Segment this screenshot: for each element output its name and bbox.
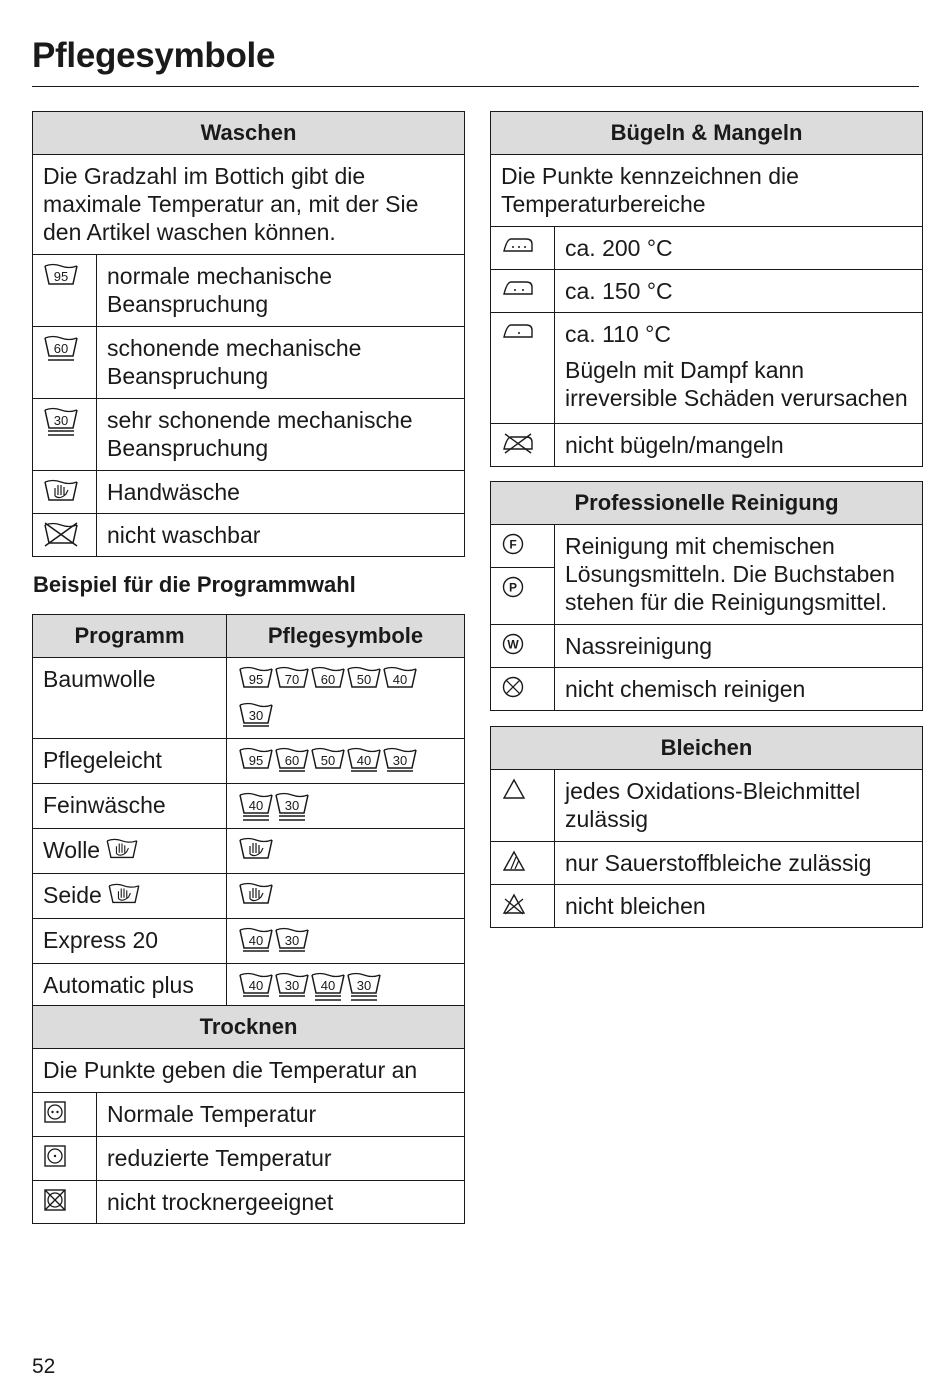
- wash-temperature-icon: [275, 792, 309, 822]
- wash-temperature-value: 40: [248, 933, 264, 948]
- programm-name: Wolle: [43, 837, 101, 863]
- do-not-iron-icon: [491, 424, 555, 467]
- bleichen-row-text: nicht bleichen: [555, 885, 923, 928]
- programm-symbols: [227, 658, 465, 739]
- svg-text:60: 60: [53, 341, 69, 356]
- wash-temperature-icon: [275, 927, 309, 957]
- buegeln-intro: Die Punkte kennzeichnen die Temperaturbereiche: [491, 155, 923, 227]
- wash-temperature-icon: [311, 972, 345, 1002]
- wash-temperature-icon: [239, 747, 273, 777]
- wash-temperature-value: 30: [284, 978, 300, 993]
- trocknen-row-text: reduzierte Temperatur: [97, 1137, 465, 1181]
- programm-wolle-cell: [33, 829, 227, 874]
- waschen-header: Waschen: [33, 112, 465, 155]
- wash-temperature-icon: [383, 666, 417, 696]
- wash-temperature-icon: [275, 747, 309, 777]
- wash-temperature-icon: [311, 747, 345, 777]
- programm-name: Feinwäsche: [33, 784, 227, 829]
- wash-temperature-icon: [239, 702, 273, 732]
- reinigung-w-text: Nassreinigung: [555, 625, 923, 668]
- wash-temperature-value: 95: [248, 672, 264, 687]
- buegeln-row-text: ca. 150 °C: [555, 270, 923, 313]
- wash-temperature-value: 95: [248, 753, 264, 768]
- dry-clean-p-letter: P: [508, 580, 518, 595]
- waschen-row-text: nicht waschbar: [97, 514, 465, 557]
- wash-temperature-value: 40: [320, 978, 336, 993]
- waschen-intro: Die Gradzahl im Bottich gibt die maximale Temperatur an, mit der Sie den Artikel waschen können.: [33, 155, 465, 255]
- wash-temperature-value: 30: [284, 933, 300, 948]
- tumble-dry-reduced-icon: [33, 1137, 97, 1181]
- do-not-tumble-dry-icon: [33, 1181, 97, 1224]
- trocknen-row-text: Normale Temperatur: [97, 1093, 465, 1137]
- programmwahl-table: [32, 614, 465, 1009]
- hand-wash-icon: [239, 837, 273, 867]
- programm-symbols: [227, 964, 465, 1009]
- wash-temperature-icon: [347, 972, 381, 1002]
- iron-two-dots-icon: [491, 270, 555, 313]
- bleichen-header: Bleichen: [491, 727, 923, 770]
- page-title: Pflegesymbole: [32, 36, 276, 75]
- col-pflegesymbole: Pflegesymbole: [227, 615, 465, 658]
- wash-30-very-gentle-icon: [33, 399, 97, 471]
- programm-name: Pflegeleicht: [33, 739, 227, 784]
- buegeln-row-text: nicht bügeln/mangeln: [555, 424, 923, 467]
- programm-name: Seide: [43, 882, 102, 908]
- waschen-table: [32, 111, 465, 557]
- wash-temperature-value: 30: [392, 753, 408, 768]
- buegeln-table: [490, 111, 923, 467]
- bleichen-row-text: jedes Oxidations-Bleichmittel zulässig: [555, 770, 923, 842]
- wash-temperature-icon: [239, 927, 273, 957]
- wash-temperature-value: 50: [320, 753, 336, 768]
- buegeln-row-cell: [555, 313, 923, 424]
- programm-symbols: [227, 829, 465, 874]
- page-number: 52: [32, 1355, 56, 1378]
- dry-clean-p-icon: [491, 568, 555, 625]
- wash-temperature-icon: [275, 666, 309, 696]
- programm-symbols: [227, 739, 465, 784]
- wash-temperature-icon: [239, 972, 273, 1002]
- wet-clean-w-letter: W: [507, 637, 519, 652]
- bleach-any-icon: [491, 770, 555, 842]
- bleichen-row-text: nur Sauerstoffbleiche zulässig: [555, 842, 923, 885]
- wash-temperature-value: 30: [248, 708, 264, 723]
- reinigung-fp-text: Reinigung mit chemischen Lösungsmitteln. Die Buchstaben stehen für die Reinigungsmittel.: [555, 525, 923, 625]
- do-not-wash-icon: [33, 514, 97, 557]
- wash-95-icon: [33, 255, 97, 327]
- reinigung-header: Professionelle Reinigung: [491, 482, 923, 525]
- wash-temperature-icon: [347, 747, 381, 777]
- programm-seide-cell: [33, 874, 227, 919]
- bleach-oxygen-only-icon: [491, 842, 555, 885]
- trocknen-row-text: nicht trocknergeeignet: [97, 1181, 465, 1224]
- programm-symbols: [227, 919, 465, 964]
- wash-temperature-icon: [239, 792, 273, 822]
- wash-temperature-icon: [383, 747, 417, 777]
- buegeln-steam-note: Bügeln mit Dampf kann irreversible Schäden verursachen: [565, 357, 908, 411]
- trocknen-header: Trocknen: [33, 1006, 465, 1049]
- trocknen-intro: Die Punkte geben die Temperatur an: [33, 1049, 465, 1093]
- bleichen-table: [490, 726, 923, 928]
- reinigung-table: [490, 481, 923, 711]
- hand-wash-icon: [239, 882, 273, 912]
- wet-clean-w-icon: [491, 625, 555, 668]
- col-programm: Programm: [33, 615, 227, 658]
- tumble-dry-normal-icon: [33, 1093, 97, 1137]
- hand-wash-icon: [33, 471, 97, 514]
- wash-temperature-icon: [275, 972, 309, 1002]
- dry-clean-f-letter: F: [509, 537, 517, 552]
- do-not-dry-clean-icon: [491, 668, 555, 711]
- wash-temperature-value: 60: [320, 672, 336, 687]
- programm-symbols: [227, 874, 465, 919]
- waschen-row-text: normale mechanische Beanspruchung: [97, 255, 465, 327]
- hand-wash-icon: [108, 883, 140, 907]
- waschen-row-text: Handwäsche: [97, 471, 465, 514]
- programmwahl-heading: Beispiel für die Programmwahl: [33, 572, 356, 597]
- wash-temperature-value: 60: [284, 753, 300, 768]
- wash-temperature-icon: [311, 666, 345, 696]
- wash-temperature-value: 70: [284, 672, 300, 687]
- title-divider: [32, 86, 919, 87]
- reinigung-no-text: nicht chemisch reinigen: [555, 668, 923, 711]
- iron-three-dots-icon: [491, 227, 555, 270]
- wash-temperature-icon: [239, 666, 273, 696]
- wash-temperature-value: 30: [356, 978, 372, 993]
- programm-symbols: [227, 784, 465, 829]
- svg-text:30: 30: [53, 413, 69, 428]
- buegeln-header: Bügeln & Mangeln: [491, 112, 923, 155]
- wash-temperature-icon: [347, 666, 381, 696]
- trocknen-table: [32, 1005, 465, 1224]
- buegeln-row-text: ca. 110 °C: [565, 321, 671, 347]
- do-not-bleach-icon: [491, 885, 555, 928]
- wash-60-gentle-icon: [33, 327, 97, 399]
- wash-temperature-value: 40: [392, 672, 408, 687]
- hand-wash-icon: [106, 838, 138, 862]
- wash-temperature-value: 40: [248, 798, 264, 813]
- wash-temperature-value: 50: [356, 672, 372, 687]
- wash-temperature-value: 40: [248, 978, 264, 993]
- programm-name: Automatic plus: [33, 964, 227, 1009]
- iron-one-dot-icon: [491, 313, 555, 424]
- dry-clean-f-icon: [491, 525, 555, 568]
- programm-name: Baumwolle: [33, 658, 227, 739]
- waschen-row-text: schonende mechanische Beanspruchung: [97, 327, 465, 399]
- svg-text:95: 95: [53, 269, 69, 284]
- waschen-row-text: sehr schonende mechanische Beanspruchung: [97, 399, 465, 471]
- buegeln-row-text: ca. 200 °C: [555, 227, 923, 270]
- wash-temperature-value: 40: [356, 753, 372, 768]
- programm-name: Express 20: [33, 919, 227, 964]
- wash-temperature-value: 30: [284, 798, 300, 813]
